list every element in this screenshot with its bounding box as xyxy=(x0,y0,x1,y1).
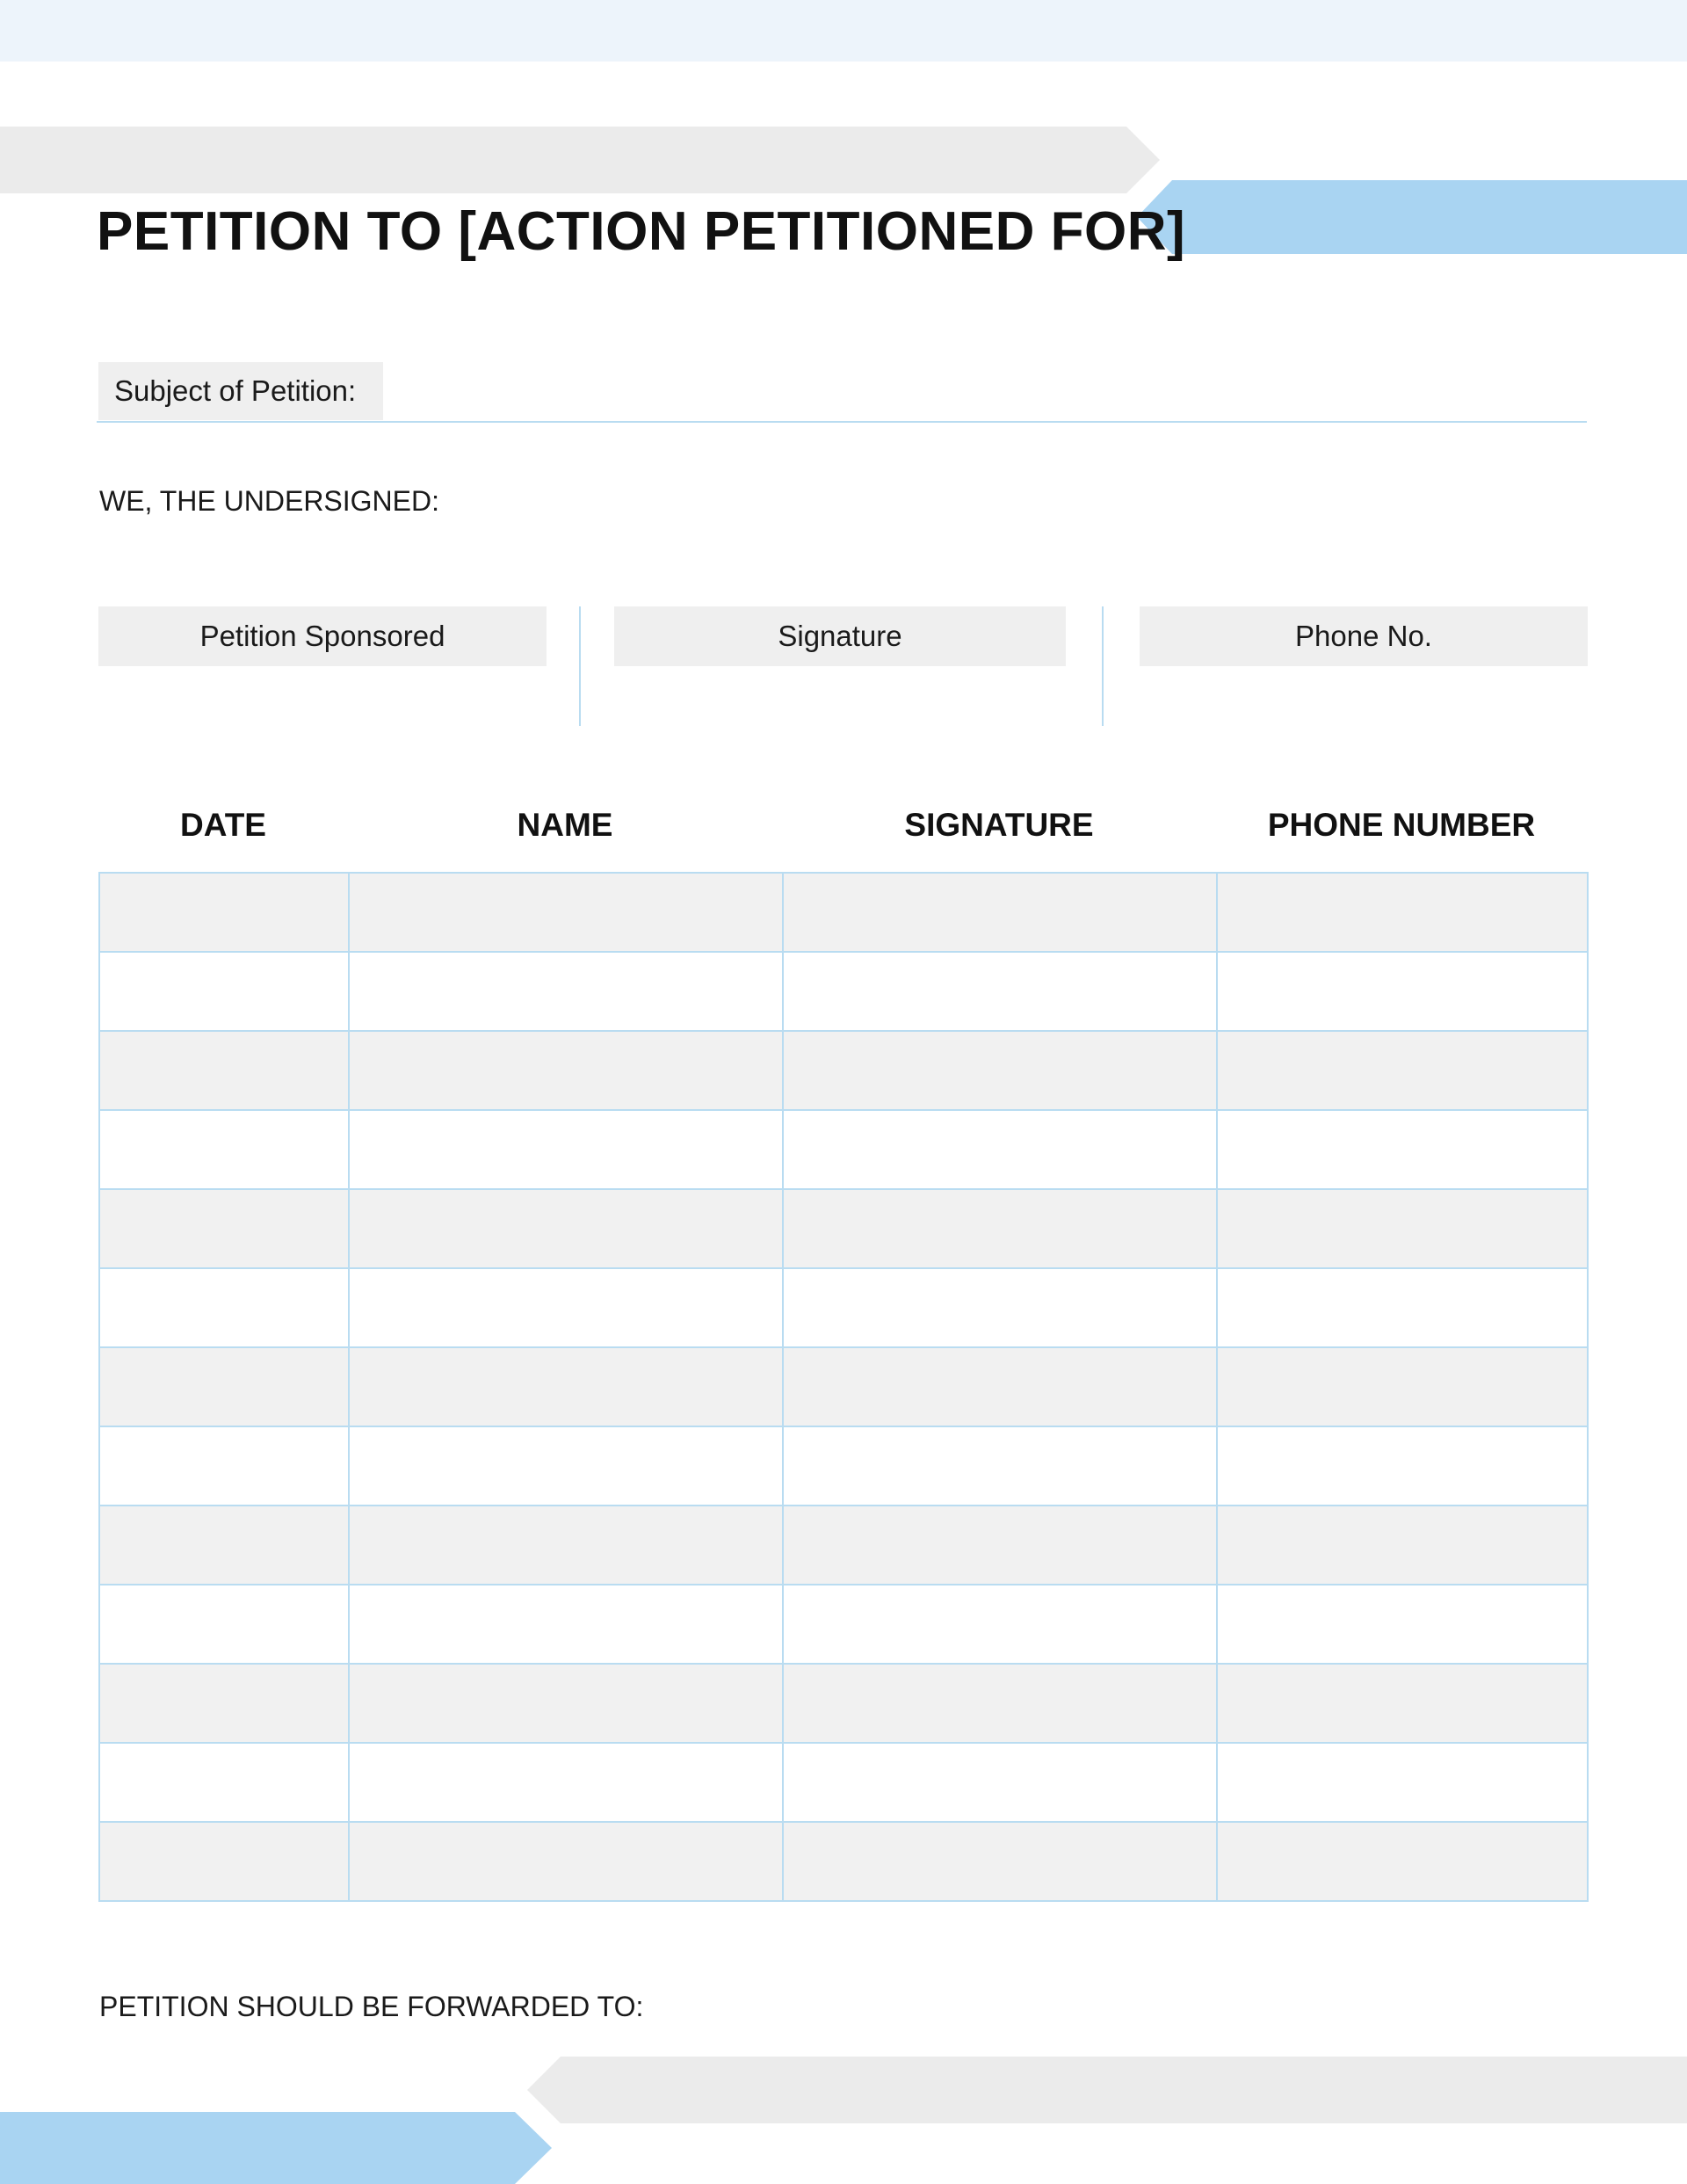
phone-number-cell[interactable] xyxy=(1217,1822,1588,1901)
phone-number-cell[interactable] xyxy=(1217,1664,1588,1743)
signature-cell[interactable] xyxy=(783,952,1217,1031)
signature-cell[interactable] xyxy=(783,1347,1217,1426)
table-row xyxy=(99,1822,1588,1901)
name-cell[interactable] xyxy=(349,1347,783,1426)
phone-number-cell[interactable] xyxy=(1217,1426,1588,1506)
phone-number-cell[interactable] xyxy=(1217,1268,1588,1347)
signature-cell[interactable] xyxy=(783,1664,1217,1743)
table-row xyxy=(99,1664,1588,1743)
phone-number-cell[interactable] xyxy=(1217,1110,1588,1189)
name-cell[interactable] xyxy=(349,1506,783,1585)
field-divider xyxy=(579,606,581,726)
phone-number-cell[interactable] xyxy=(1217,1189,1588,1268)
date-cell[interactable] xyxy=(99,1031,349,1110)
table-row xyxy=(99,1585,1588,1664)
signature-label: Signature xyxy=(614,606,1066,666)
date-cell[interactable] xyxy=(99,1189,349,1268)
column-header-signature: SIGNATURE xyxy=(904,807,1094,843)
field-divider xyxy=(1102,606,1104,726)
phone-number-cell[interactable] xyxy=(1217,873,1588,952)
petition-sponsored-label: Petition Sponsored xyxy=(98,606,547,666)
phone-number-cell[interactable] xyxy=(1217,1031,1588,1110)
signature-cell[interactable] xyxy=(783,1031,1217,1110)
table-row xyxy=(99,873,1588,952)
table-row xyxy=(99,1268,1588,1347)
table-row xyxy=(99,1189,1588,1268)
date-cell[interactable] xyxy=(99,1664,349,1743)
phone-number-cell[interactable] xyxy=(1217,1347,1588,1426)
name-cell[interactable] xyxy=(349,1268,783,1347)
top-color-band xyxy=(0,0,1687,62)
phone-number-cell[interactable] xyxy=(1217,1585,1588,1664)
table-row xyxy=(99,1347,1588,1426)
table-row xyxy=(99,1743,1588,1822)
table-row xyxy=(99,1426,1588,1506)
date-cell[interactable] xyxy=(99,1506,349,1585)
table-row xyxy=(99,1110,1588,1189)
column-header-name: NAME xyxy=(517,807,613,843)
name-cell[interactable] xyxy=(349,873,783,952)
date-cell[interactable] xyxy=(99,1110,349,1189)
signature-cell[interactable] xyxy=(783,1189,1217,1268)
column-header-phone-number: PHONE NUMBER xyxy=(1267,807,1536,843)
name-cell[interactable] xyxy=(349,1822,783,1901)
phone-number-cell[interactable] xyxy=(1217,1743,1588,1822)
forwarded-to-label: PETITION SHOULD BE FORWARDED TO: xyxy=(99,1991,644,2022)
signature-cell[interactable] xyxy=(783,1743,1217,1822)
signature-cell[interactable] xyxy=(783,1585,1217,1664)
signature-cell[interactable] xyxy=(783,1426,1217,1506)
name-cell[interactable] xyxy=(349,952,783,1031)
signature-cell[interactable] xyxy=(783,873,1217,952)
column-header-date: DATE xyxy=(180,807,266,843)
phone-number-cell[interactable] xyxy=(1217,952,1588,1031)
signature-cell[interactable] xyxy=(783,1506,1217,1585)
name-cell[interactable] xyxy=(349,1426,783,1506)
date-cell[interactable] xyxy=(99,952,349,1031)
decorative-gray-arrow-bottom xyxy=(527,2057,1687,2123)
name-cell[interactable] xyxy=(349,1031,783,1110)
name-cell[interactable] xyxy=(349,1664,783,1743)
decorative-blue-arrow-bottom xyxy=(0,2112,552,2184)
date-cell[interactable] xyxy=(99,873,349,952)
name-cell[interactable] xyxy=(349,1585,783,1664)
signature-cell[interactable] xyxy=(783,1268,1217,1347)
signature-table xyxy=(98,872,1589,1902)
table-row xyxy=(99,952,1588,1031)
name-cell[interactable] xyxy=(349,1743,783,1822)
table-row xyxy=(99,1031,1588,1110)
date-cell[interactable] xyxy=(99,1426,349,1506)
table-row xyxy=(99,1506,1588,1585)
subject-of-petition-field[interactable] xyxy=(97,421,1587,423)
date-cell[interactable] xyxy=(99,1743,349,1822)
name-cell[interactable] xyxy=(349,1110,783,1189)
date-cell[interactable] xyxy=(99,1822,349,1901)
date-cell[interactable] xyxy=(99,1347,349,1426)
date-cell[interactable] xyxy=(99,1268,349,1347)
decorative-gray-arrow-top xyxy=(0,127,1160,193)
name-cell[interactable] xyxy=(349,1189,783,1268)
signature-cell[interactable] xyxy=(783,1110,1217,1189)
subject-of-petition-label: Subject of Petition: xyxy=(98,362,383,420)
phone-number-cell[interactable] xyxy=(1217,1506,1588,1585)
phone-no-label: Phone No. xyxy=(1140,606,1588,666)
date-cell[interactable] xyxy=(99,1585,349,1664)
signature-cell[interactable] xyxy=(783,1822,1217,1901)
undersigned-heading: WE, THE UNDERSIGNED: xyxy=(99,485,439,517)
decorative-blue-arrow-top xyxy=(1137,180,1687,254)
page-title: PETITION TO [ACTION PETITIONED FOR] xyxy=(97,201,1186,262)
